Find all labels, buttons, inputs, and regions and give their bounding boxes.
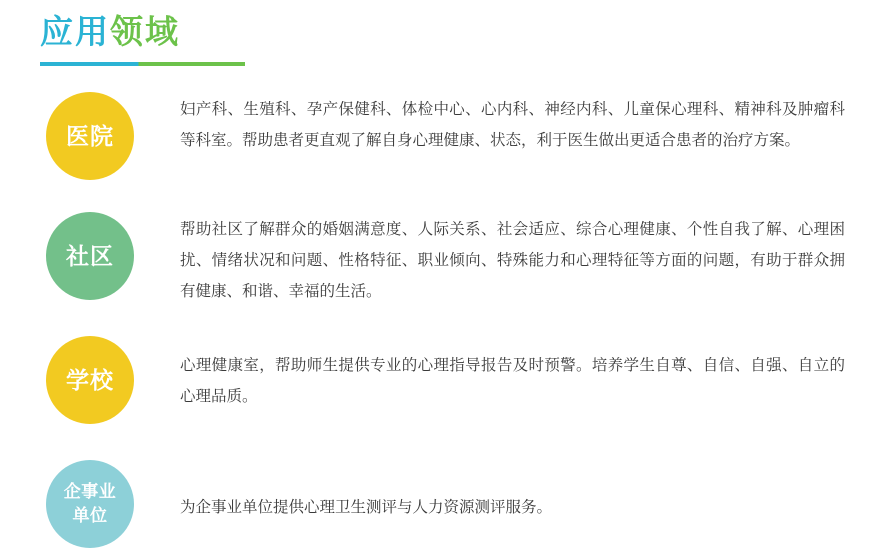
badge-hospital: 医院 [46, 92, 134, 180]
badge-wrap-hospital [0, 82, 180, 180]
section-text-enterprise: 为企事业单位提供心理卫生测评与人力资源测评服务。 [180, 499, 553, 516]
section-row-community [0, 200, 875, 322]
section-row-hospital [0, 82, 875, 200]
section-text-community: 帮助社区了解群众的婚姻满意度、人际关系、社会适应、综合心理健康、个性自我了解、心理困扰、情绪状况和问题、性格特征、职业倾向、特殊能力和心理特征等方面的问题，有助于群众拥有健康、和谐、幸福的生活。 [180, 221, 845, 300]
sections-list [0, 82, 875, 544]
section-text-hospital: 妇产科、生殖科、孕产保健科、体检中心、心内科、神经内科、儿童保心理科、精神科及肿瘤科等科室。帮助患者更直观了解自身心理健康、状态，利于医生做出更适合患者的治疗方案。 [180, 101, 845, 149]
badge-wrap-school [0, 322, 180, 424]
badge-wrap-community [0, 200, 180, 300]
badge-enterprise: 企事业 单位 [46, 460, 134, 548]
section-row-school [0, 322, 875, 444]
badge-school: 学校 [46, 336, 134, 424]
badge-community: 社区 [46, 212, 134, 300]
section-row-enterprise [0, 444, 875, 544]
page-title-part-2: 领域 [110, 13, 180, 50]
page-title-block [40, 10, 300, 66]
badge-wrap-enterprise [0, 444, 180, 548]
title-underline [40, 62, 245, 66]
page-title [40, 10, 300, 54]
page-title-part-1: 应用 [40, 13, 110, 50]
section-text-school: 心理健康室，帮助师生提供专业的心理指导报告及时预警。培养学生自尊、自信、自强、自立的心理品质。 [180, 357, 845, 405]
